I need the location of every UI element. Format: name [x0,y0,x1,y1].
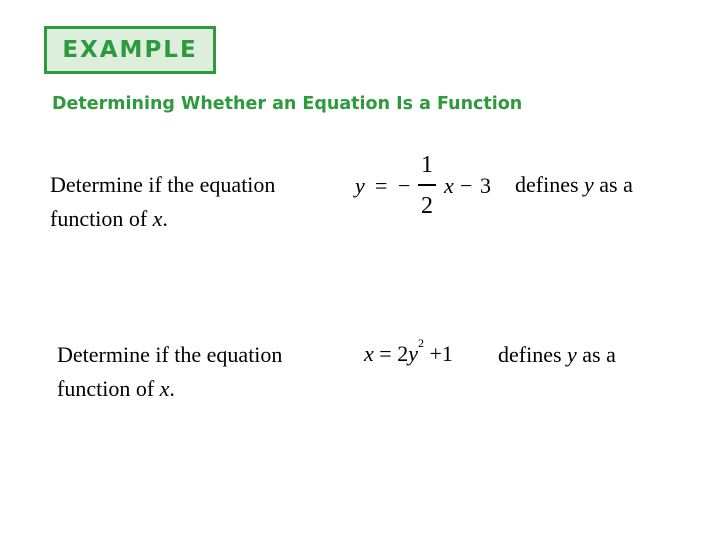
eq2-exponent: 2 [417,336,424,350]
eq2-lhs: x [364,341,374,366]
problem-2-line-2 [57,378,175,400]
problem-1-period: . [162,206,168,231]
problem-2-var-x: x [159,376,170,401]
eq2-var: y [408,341,418,366]
eq1-constant: 3 [480,173,491,198]
eq1-denominator: 2 [421,193,433,219]
problem-2-intro: Determine if the equation [57,342,283,367]
problem-2-defines: defines [498,342,562,367]
eq1-fraction-bar [418,184,436,186]
problem-1-tail [515,174,633,196]
problem-1-line-2 [50,208,168,230]
section-subtitle: Determining Whether an Equation Is a Function [52,94,523,114]
problem-1-var-x: x [152,206,163,231]
example-badge [44,26,216,74]
problem-2-function-of: function of [57,376,155,401]
problem-2-equation [364,336,453,366]
eq1-op: − [460,173,473,198]
eq1-minus: − [398,173,411,198]
problem-1-function-of: function of [50,206,148,231]
eq2-equals: = [379,341,392,366]
eq2-op: + [429,341,442,366]
problem-1-as-a: as a [599,172,633,197]
eq1-numerator: 1 [421,152,433,178]
problem-2-tail [498,344,616,366]
problem-2-as-a: as a [582,342,616,367]
problem-2-var-y: y [567,342,577,367]
eq2-coef: 2 [397,341,409,366]
problem-1-intro: Determine if the equation [50,172,276,197]
eq1-lhs: y [355,173,365,198]
problem-1-defines: defines [515,172,579,197]
eq1-var: x [444,173,454,198]
problem-1-var-y: y [584,172,594,197]
problem-2-period: . [169,376,175,401]
example-badge-label: EXAMPLE [62,37,198,63]
eq2-constant: 1 [441,341,453,366]
eq1-equals: = [375,173,388,198]
